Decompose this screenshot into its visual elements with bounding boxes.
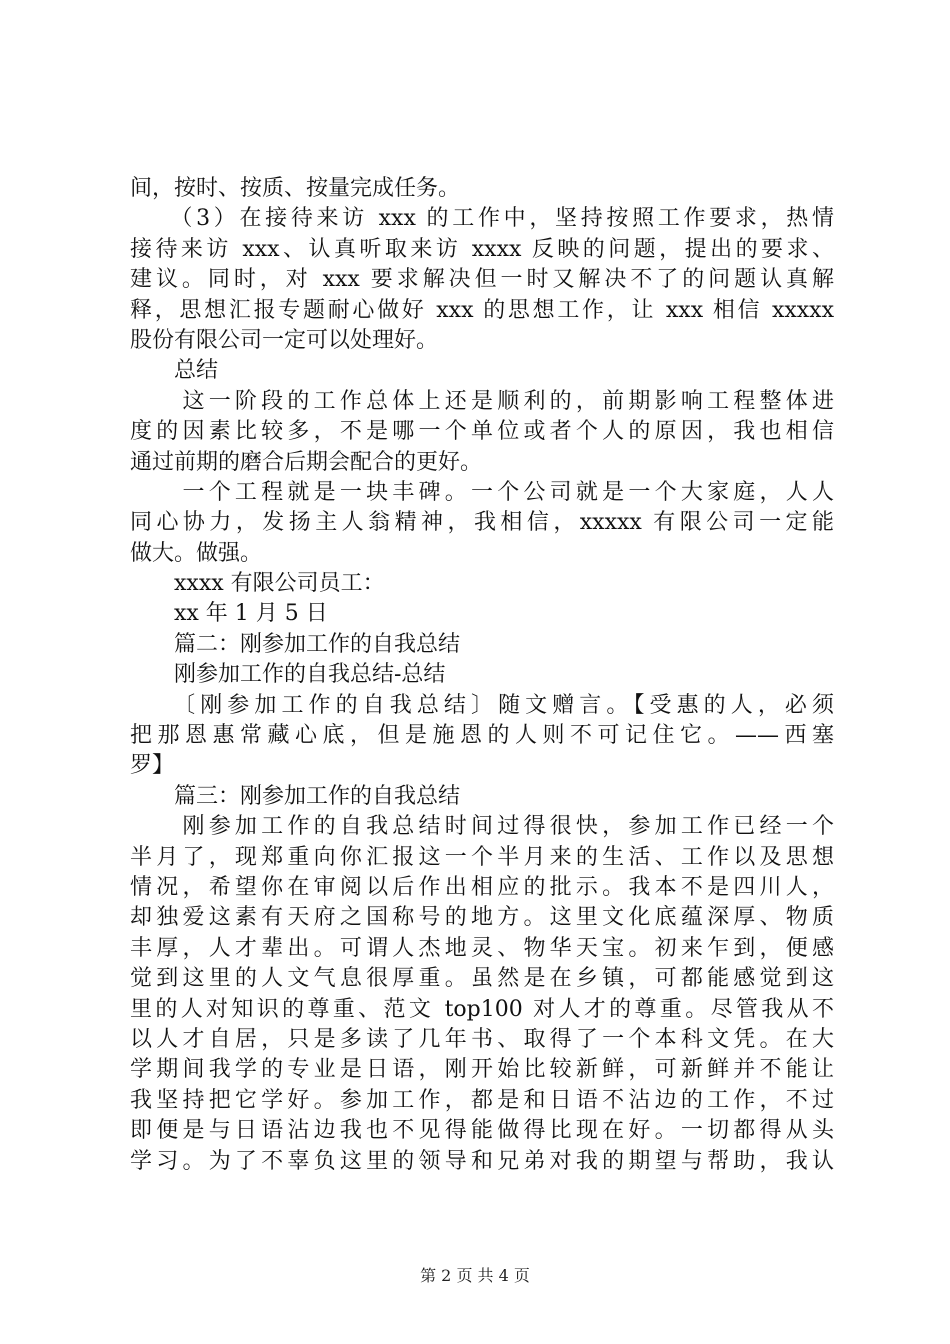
text-line: 这一阶段的工作总体上还是顺利的，前期影响工程整体进 bbox=[130, 388, 834, 414]
text-line: 股份有限公司一定可以处理好。 bbox=[130, 327, 439, 353]
text-line: 接待来访 xxx、认真听取来访 xxxx 反映的问题，提出的要求、 bbox=[130, 236, 834, 262]
text-line: xx 年 1 月 5 日 bbox=[130, 601, 328, 627]
text-line: 里的人对知识的尊重、范文 top100 对人才的尊重。尽管我从不 bbox=[130, 996, 834, 1022]
text-line: 丰厚，人才辈出。可谓人杰地灵、物华天宝。初来乍到，便感 bbox=[130, 935, 834, 961]
text-line: 却独爱这素有天府之国称号的地方。这里文化底蕴深厚、物质 bbox=[130, 905, 834, 931]
text-line: 觉到这里的人文气息很厚重。虽然是在乡镇，可都能感觉到这 bbox=[130, 966, 834, 992]
text-line: 半月了，现郑重向你汇报这一个半月来的生活、工作以及思想 bbox=[130, 844, 834, 870]
text-line: 建议。同时，对 xxx 要求解决但一时又解决不了的问题认真解 bbox=[130, 267, 834, 293]
text-line: 〔刚参加工作的自我总结〕随文赠言。【受惠的人，必须 bbox=[130, 692, 834, 718]
text-line: 把那恩惠常藏心底，但是施恩的人则不可记住它。——西塞 bbox=[130, 723, 834, 749]
text-line: 刚参加工作的自我总结时间过得很快，参加工作已经一个 bbox=[130, 814, 834, 840]
text-line: 一个工程就是一块丰碑。一个公司就是一个大家庭，人人 bbox=[130, 479, 834, 505]
text-line: 刚参加工作的自我总结-总结 bbox=[130, 662, 446, 688]
text-line: 罗】 bbox=[130, 753, 175, 779]
page-footer: 第 2 页 共 4 页 bbox=[420, 1266, 530, 1285]
text-line: 同心协力，发扬主人翁精神，我相信，xxxxx 有限公司一定能 bbox=[130, 510, 834, 536]
text-line: 学期间我学的专业是日语，刚开始比较新鲜，可新鲜并不能让 bbox=[130, 1057, 834, 1083]
text-line: 即便是与日语沾边我也不见得能做得比现在好。一切都得从头 bbox=[130, 1118, 834, 1144]
text-line: 我坚持把它学好。参加工作，都是和日语不沾边的工作，不过 bbox=[130, 1087, 834, 1113]
text-line: 通过前期的磨合后期会配合的更好。 bbox=[130, 449, 483, 475]
text-line: 以人才自居，只是多读了几年书、取得了一个本科文凭。在大 bbox=[130, 1026, 834, 1052]
text-line: （3）在接待来访 xxx 的工作中，坚持按照工作要求，热情 bbox=[130, 206, 834, 232]
text-line: 释，思想汇报专题耐心做好 xxx 的思想工作，让 xxx 相信 xxxxx bbox=[130, 297, 834, 323]
document-body bbox=[130, 174, 834, 1177]
text-line: 总结 bbox=[130, 358, 219, 384]
text-line: 情况，希望你在审阅以后作出相应的批示。我本不是四川人， bbox=[130, 874, 834, 900]
text-line: 做大。做强。 bbox=[130, 540, 263, 566]
text-line: 间，按时、按质、按量完成任务。 bbox=[130, 176, 461, 201]
text-line: 篇二：刚参加工作的自我总结 bbox=[130, 631, 461, 657]
text-line: 篇三：刚参加工作的自我总结 bbox=[130, 783, 461, 809]
text-line: xxxx 有限公司员工： bbox=[130, 571, 385, 597]
text-line: 学习。为了不辜负这里的领导和兄弟对我的期望与帮助，我认 bbox=[130, 1148, 834, 1174]
text-line: 度的因素比较多，不是哪一个单位或者个人的原因，我也相信 bbox=[130, 419, 834, 445]
